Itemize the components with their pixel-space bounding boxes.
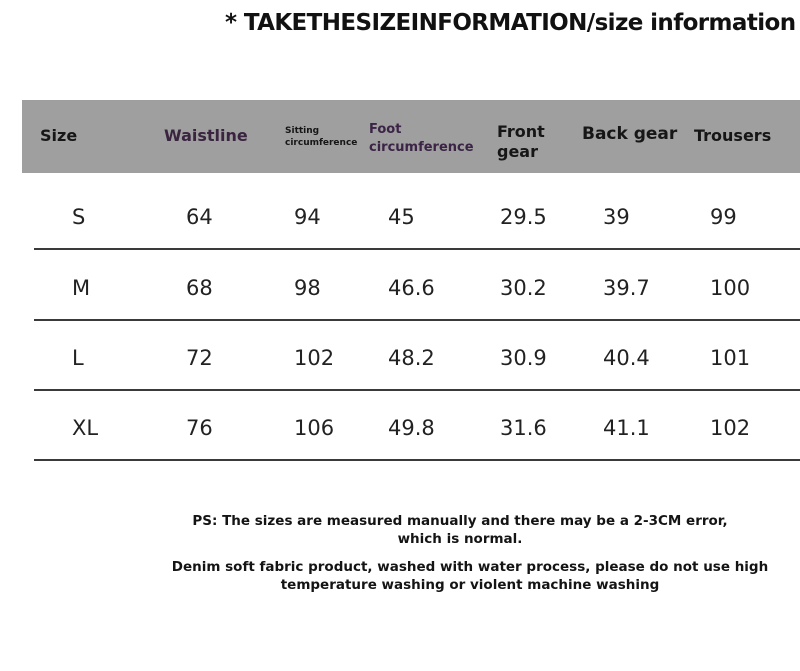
cell-waistline: 72 (186, 346, 213, 370)
cell-size: XL (72, 416, 99, 440)
cell-trousers: 99 (710, 205, 737, 229)
header-sitting-circumference: Sitting circumference (285, 126, 358, 149)
cell-back-gear: 40.4 (603, 346, 650, 370)
cell-foot-circumference: 48.2 (388, 346, 435, 370)
cell-sitting-circumference: 94 (294, 205, 321, 229)
cell-size: L (72, 346, 84, 370)
table-row (34, 181, 800, 250)
cell-front-gear: 30.9 (500, 346, 547, 370)
notes (170, 512, 790, 594)
cell-waistline: 64 (186, 205, 213, 229)
header-foot-circumference: Foot circumference (369, 122, 474, 155)
cell-foot-circumference: 49.8 (388, 416, 435, 440)
table-header (22, 100, 800, 173)
row-divider (34, 459, 800, 461)
table-row (34, 392, 800, 461)
cell-front-gear: 29.5 (500, 205, 547, 229)
cell-sitting-circumference: 98 (294, 276, 321, 300)
cell-front-gear: 30.2 (500, 276, 547, 300)
cell-trousers: 101 (710, 346, 751, 370)
cell-foot-circumference: 46.6 (388, 276, 435, 300)
cell-sitting-circumference: 106 (294, 416, 335, 440)
header-trousers: Trousers (694, 126, 772, 145)
table-row (34, 252, 800, 321)
header-size: Size (40, 126, 78, 145)
header-back-gear: Back gear (582, 124, 678, 144)
row-divider (34, 319, 800, 321)
care-note: Denim soft fabric product, washed with water process, please do not use high temperature washing or violent machine washing (171, 559, 769, 593)
header-front-gear: Front gear (497, 122, 545, 161)
row-divider (34, 248, 800, 250)
measurement-note: PS: The sizes are measured manually and there may be a 2-3CM error, which is normal. (192, 513, 728, 547)
cell-front-gear: 31.6 (500, 416, 547, 440)
cell-waistline: 68 (186, 276, 213, 300)
cell-trousers: 102 (710, 416, 751, 440)
header-waistline: Waistline (164, 126, 248, 145)
cell-foot-circumference: 45 (388, 205, 415, 229)
cell-waistline: 76 (186, 416, 213, 440)
cell-size: S (72, 205, 86, 229)
page-title: * TAKETHESIZEINFORMATION/size information (225, 10, 796, 36)
cell-back-gear: 39 (603, 205, 630, 229)
cell-size: M (72, 276, 91, 300)
row-divider (34, 389, 800, 391)
cell-back-gear: 39.7 (603, 276, 650, 300)
cell-sitting-circumference: 102 (294, 346, 335, 370)
cell-back-gear: 41.1 (603, 416, 650, 440)
table-row (34, 322, 800, 391)
cell-trousers: 100 (710, 276, 751, 300)
